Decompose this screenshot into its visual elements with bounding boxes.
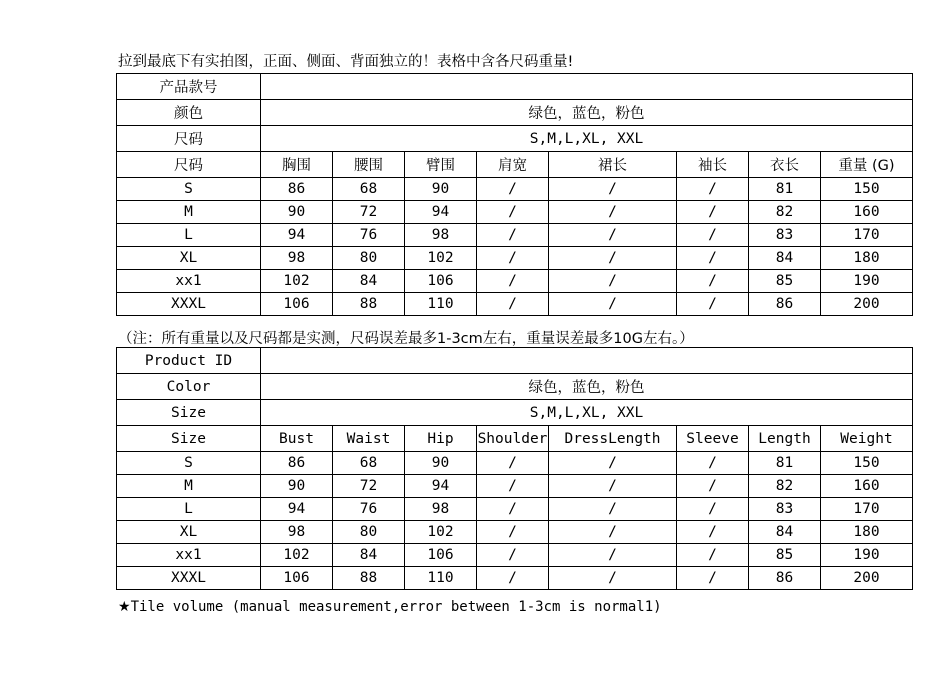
table-cell: S xyxy=(117,452,261,475)
table-cell: 84 xyxy=(749,247,821,270)
table-cell: / xyxy=(677,498,749,521)
table-cell: / xyxy=(477,452,549,475)
table-cell: / xyxy=(477,247,549,270)
table-cell: 86 xyxy=(261,452,333,475)
table-cell: 106 xyxy=(405,270,477,293)
table-cell: / xyxy=(477,567,549,590)
table-cell: 81 xyxy=(749,178,821,201)
table-cell: / xyxy=(549,178,677,201)
table-cell: 90 xyxy=(261,201,333,224)
intro-text: 拉到最底下有实拍图，正面、侧面、背面独立的！表格中含各尺码重量! xyxy=(118,54,574,70)
table-cell: 170 xyxy=(821,224,913,247)
table-cell: 94 xyxy=(261,224,333,247)
table-cell: / xyxy=(549,452,677,475)
table-cell: 160 xyxy=(821,475,913,498)
color-value: 绿色，蓝色，粉色 xyxy=(261,374,913,400)
table-cell: 102 xyxy=(261,544,333,567)
table-cell: 102 xyxy=(405,521,477,544)
column-header: 肩宽 xyxy=(477,152,549,178)
table-cell: / xyxy=(477,498,549,521)
table-row xyxy=(117,498,913,521)
column-header: 胸围 xyxy=(261,152,333,178)
table-cell: / xyxy=(477,224,549,247)
table-cell: M xyxy=(117,475,261,498)
column-header: Size xyxy=(117,426,261,452)
table-row xyxy=(117,544,913,567)
table-cell: / xyxy=(677,293,749,316)
size-value: S,M,L,XL, XXL xyxy=(261,400,913,426)
table-cell: XXXL xyxy=(117,293,261,316)
table-cell: 81 xyxy=(749,452,821,475)
column-header: 袖长 xyxy=(677,152,749,178)
table-row xyxy=(117,475,913,498)
table-cell: 72 xyxy=(333,475,405,498)
tile-volume-note xyxy=(118,599,662,615)
column-header: Bust xyxy=(261,426,333,452)
table-cell: 190 xyxy=(821,270,913,293)
table-cell: 106 xyxy=(405,544,477,567)
table-cell: 98 xyxy=(405,224,477,247)
star-icon: ★ xyxy=(118,599,131,615)
table-cell: 76 xyxy=(333,224,405,247)
table-cell: M xyxy=(117,201,261,224)
table-cell: 88 xyxy=(333,293,405,316)
color-label: 颜色 xyxy=(117,100,261,126)
column-header: DressLength xyxy=(549,426,677,452)
table-cell: / xyxy=(677,544,749,567)
table-cell: 88 xyxy=(333,567,405,590)
table-row xyxy=(117,178,913,201)
column-header: Sleeve xyxy=(677,426,749,452)
table-cell: / xyxy=(677,567,749,590)
table-cell: 80 xyxy=(333,521,405,544)
table-cell: 68 xyxy=(333,178,405,201)
table-cell: 86 xyxy=(261,178,333,201)
color-label: Color xyxy=(117,374,261,400)
table-cell: / xyxy=(549,224,677,247)
table-cell: 72 xyxy=(333,201,405,224)
table-row xyxy=(117,270,913,293)
table-cell: 106 xyxy=(261,293,333,316)
table-cell: 200 xyxy=(821,567,913,590)
column-header: Weight xyxy=(821,426,913,452)
table-cell: S xyxy=(117,178,261,201)
table-cell: 190 xyxy=(821,544,913,567)
product-id-value xyxy=(261,74,913,100)
table-cell: 94 xyxy=(261,498,333,521)
table-cell: xx1 xyxy=(117,270,261,293)
table-cell: / xyxy=(549,475,677,498)
column-header: 腰围 xyxy=(333,152,405,178)
table-cell: 102 xyxy=(261,270,333,293)
size-chart-chinese xyxy=(116,73,913,316)
table-cell: XL xyxy=(117,247,261,270)
table-cell: / xyxy=(677,270,749,293)
table-cell: / xyxy=(477,475,549,498)
table-cell: / xyxy=(477,270,549,293)
color-value: 绿色，蓝色，粉色 xyxy=(261,100,913,126)
table-cell: 84 xyxy=(333,544,405,567)
table-cell: 85 xyxy=(749,270,821,293)
table-cell: / xyxy=(677,201,749,224)
column-header: Shoulder xyxy=(477,426,549,452)
table-cell: 84 xyxy=(333,270,405,293)
table-cell: / xyxy=(677,178,749,201)
size-chart-english xyxy=(116,347,913,590)
column-header: 裙长 xyxy=(549,152,677,178)
table-cell: xx1 xyxy=(117,544,261,567)
table-cell: 180 xyxy=(821,521,913,544)
column-header: Length xyxy=(749,426,821,452)
table-cell: 82 xyxy=(749,475,821,498)
table-cell: L xyxy=(117,224,261,247)
table-cell: 98 xyxy=(261,521,333,544)
table-cell: 85 xyxy=(749,544,821,567)
product-id-value xyxy=(261,348,913,374)
table-cell: 90 xyxy=(261,475,333,498)
table-cell: 76 xyxy=(333,498,405,521)
table-cell: / xyxy=(549,201,677,224)
table-cell: 68 xyxy=(333,452,405,475)
column-header: 重量 (G) xyxy=(821,152,913,178)
table-cell: / xyxy=(477,201,549,224)
table-cell: / xyxy=(549,521,677,544)
product-id-label: 产品款号 xyxy=(117,74,261,100)
column-header: Hip xyxy=(405,426,477,452)
table-cell: 110 xyxy=(405,293,477,316)
table-cell: 90 xyxy=(405,452,477,475)
table-cell: XXXL xyxy=(117,567,261,590)
table-cell: 98 xyxy=(261,247,333,270)
table-cell: / xyxy=(477,178,549,201)
table-cell: 98 xyxy=(405,498,477,521)
table-row xyxy=(117,567,913,590)
table-cell: L xyxy=(117,498,261,521)
table-cell: / xyxy=(549,293,677,316)
table-cell: 82 xyxy=(749,201,821,224)
table-row xyxy=(117,201,913,224)
table-cell: 150 xyxy=(821,452,913,475)
column-header: 衣长 xyxy=(749,152,821,178)
size-value: S,M,L,XL, XXL xyxy=(261,126,913,152)
column-header: 尺码 xyxy=(117,152,261,178)
table-cell: 94 xyxy=(405,475,477,498)
size-label: 尺码 xyxy=(117,126,261,152)
tile-volume-text: Tile volume (manual measurement,error between 1-3cm is normal1) xyxy=(130,599,662,615)
table-cell: / xyxy=(549,567,677,590)
table-cell: 83 xyxy=(749,498,821,521)
table-cell: / xyxy=(549,544,677,567)
table-cell: / xyxy=(477,521,549,544)
table-cell: / xyxy=(677,224,749,247)
table-cell: / xyxy=(477,293,549,316)
table-cell: 94 xyxy=(405,201,477,224)
table-row xyxy=(117,224,913,247)
table-row xyxy=(117,293,913,316)
table-cell: 106 xyxy=(261,567,333,590)
size-label: Size xyxy=(117,400,261,426)
table-cell: 200 xyxy=(821,293,913,316)
table-cell: 160 xyxy=(821,201,913,224)
table-row xyxy=(117,521,913,544)
table-cell: 83 xyxy=(749,224,821,247)
table-cell: / xyxy=(549,498,677,521)
table-row xyxy=(117,452,913,475)
table-cell: 102 xyxy=(405,247,477,270)
table-cell: 84 xyxy=(749,521,821,544)
table-cell: 86 xyxy=(749,567,821,590)
column-header: 臂围 xyxy=(405,152,477,178)
product-id-label: Product ID xyxy=(117,348,261,374)
table-cell: / xyxy=(677,521,749,544)
table-cell: / xyxy=(549,270,677,293)
table-cell: 110 xyxy=(405,567,477,590)
table-cell: 80 xyxy=(333,247,405,270)
table-cell: / xyxy=(477,544,549,567)
table-cell: 90 xyxy=(405,178,477,201)
measurement-note: （注：所有重量以及尺码都是实测，尺码误差最多1-3cm左右，重量误差最多10G左右。） xyxy=(118,331,694,347)
table-cell: 86 xyxy=(749,293,821,316)
table-cell: / xyxy=(677,452,749,475)
table-cell: / xyxy=(677,475,749,498)
table-cell: / xyxy=(549,247,677,270)
table-cell: 150 xyxy=(821,178,913,201)
table-cell: / xyxy=(677,247,749,270)
table-row xyxy=(117,247,913,270)
table-cell: 180 xyxy=(821,247,913,270)
column-header: Waist xyxy=(333,426,405,452)
table-cell: 170 xyxy=(821,498,913,521)
table-cell: XL xyxy=(117,521,261,544)
